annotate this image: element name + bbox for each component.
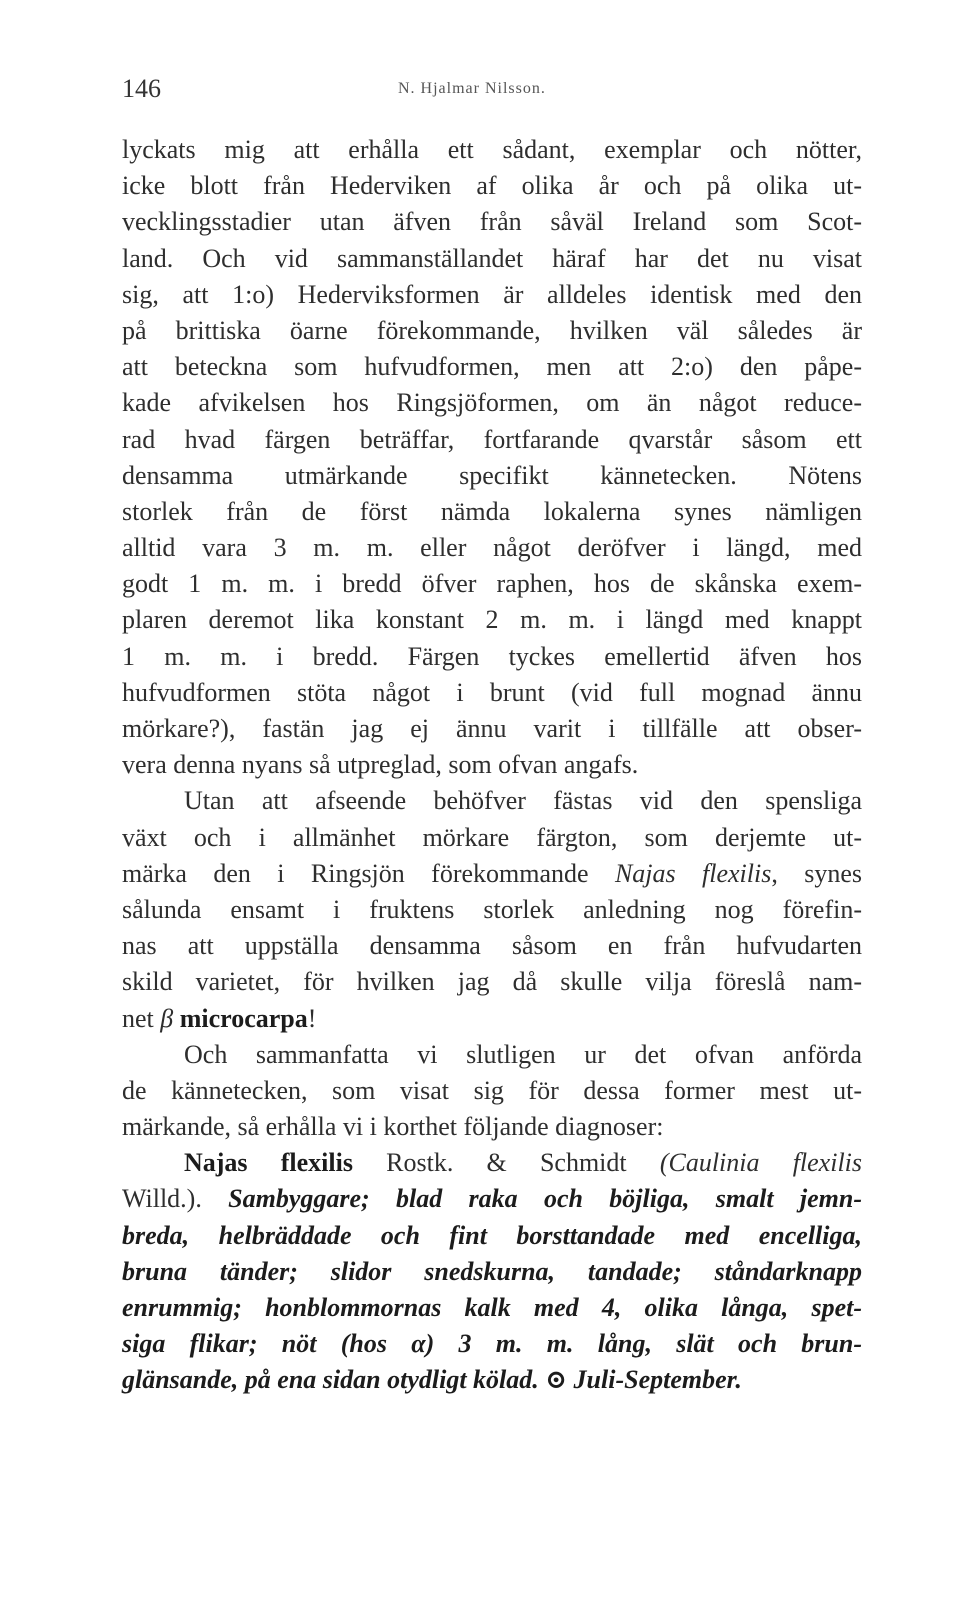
text-line: sålunda ensamt i fruktens storlek anledning nog förefin-	[122, 894, 862, 924]
text-line: sig, att 1:o) Hederviksformen är alldeles identisk med den	[122, 279, 862, 309]
species-heading: Najas flexilis	[184, 1148, 353, 1178]
text-line: icke blott från Hederviken af olika år och på olika ut-	[122, 171, 862, 201]
text-line: bruna tänder; slidor snedskurna, tandade; ståndarknapp	[122, 1256, 862, 1286]
text-line: net β microcarpa!	[122, 1003, 317, 1033]
text-line: rad hvad färgen beträffar, fortfarande qvarstår såsom ett	[122, 424, 862, 454]
text-line: märkande, så erhålla vi i korthet följande diagnoser:	[122, 1112, 664, 1142]
text-line: kade afvikelsen hos Ringsjöformen, om än något reduce-	[122, 388, 862, 418]
text-line: mörkare?), fastän jag ej ännu varit i tillfälle att obser-	[122, 714, 862, 743]
body-text	[122, 132, 862, 1399]
text-line: alltid vara 3 m. m. eller något deröfver i längd, med	[122, 533, 862, 563]
text-line: Willd.). Sambyggare; blad raka och böjliga, smalt jemn-	[122, 1184, 863, 1214]
text-line: densamma utmärkande specifikt kännetecken. Nötens	[122, 460, 862, 490]
species-name: Najas flexilis	[614, 858, 772, 888]
text-line: storlek från de först nämda lokalerna synes nämligen	[122, 496, 862, 526]
text-line: godt 1 m. m. i bredd öfver raphen, hos de skånska exem-	[122, 569, 862, 599]
text-line: Utan att afseende behöfver fästas vid den spensliga	[184, 786, 862, 816]
variety-name: microcarpa	[179, 1003, 308, 1033]
text-line: vecklingsstadier utan äfven från såväl Ireland som Scot-	[122, 207, 862, 237]
text-line: hufvudformen stöta något i brunt (vid full mognad ännu	[122, 677, 862, 707]
text-line: Och sammanfatta vi slutligen ur det ofvan anförda	[184, 1039, 862, 1069]
text-line: land. Och vid sammanställandet häraf har det nu visat	[122, 243, 862, 273]
text-line: glänsande, på ena sidan otydligt kölad. ⊙ Juli-September.	[122, 1365, 742, 1395]
text-line: 1 m. m. i bredd. Färgen tyckes emellertid äfven hos	[122, 641, 862, 671]
text-line: nas att uppställa densamma såsom en från hufvudarten	[122, 931, 862, 961]
text-line: de kännetecken, som visat sig för dessa former mest ut-	[122, 1075, 862, 1105]
text-line: plaren deremot lika konstant 2 m. m. i längd med knappt	[122, 605, 862, 635]
text-line: växt och i allmänhet mörkare färgton, som derjemte ut-	[122, 822, 862, 852]
text-line: skild varietet, för hvilken jag då skulle vilja föreslå nam-	[122, 967, 862, 997]
page-header	[122, 74, 862, 110]
text-line: att beteckna som hufvudformen, men att 2:o) den påpe-	[122, 352, 862, 382]
diagnosis-heading: Najas flexilis Rostk. & Schmidt (Caulinia flexilis	[184, 1148, 863, 1178]
text-line: märka den i Ringsjön förekommande Najas flexilis, synes	[122, 858, 862, 888]
running-head: N. Hjalmar Nilsson.	[398, 80, 546, 97]
text-line: lyckats mig att erhålla ett sådant, exemplar och nötter,	[122, 135, 862, 164]
text-line: siga flikar; nöt (hos α) 3 m. m. lång, slät och brun-	[122, 1329, 862, 1359]
text-line: vera denna nyans så utpreglad, som ofvan angafs.	[122, 750, 639, 780]
text-line: på brittiska öarne förekommande, hvilken väl således är	[122, 315, 862, 345]
page-number: 146	[122, 74, 161, 103]
text-line: enrummig; honblommornas kalk med 4, olika långa, spet-	[122, 1293, 862, 1322]
greek-beta: β	[160, 1003, 174, 1033]
text-line: breda, helbräddade och fint borsttandade med encelliga,	[122, 1220, 862, 1250]
